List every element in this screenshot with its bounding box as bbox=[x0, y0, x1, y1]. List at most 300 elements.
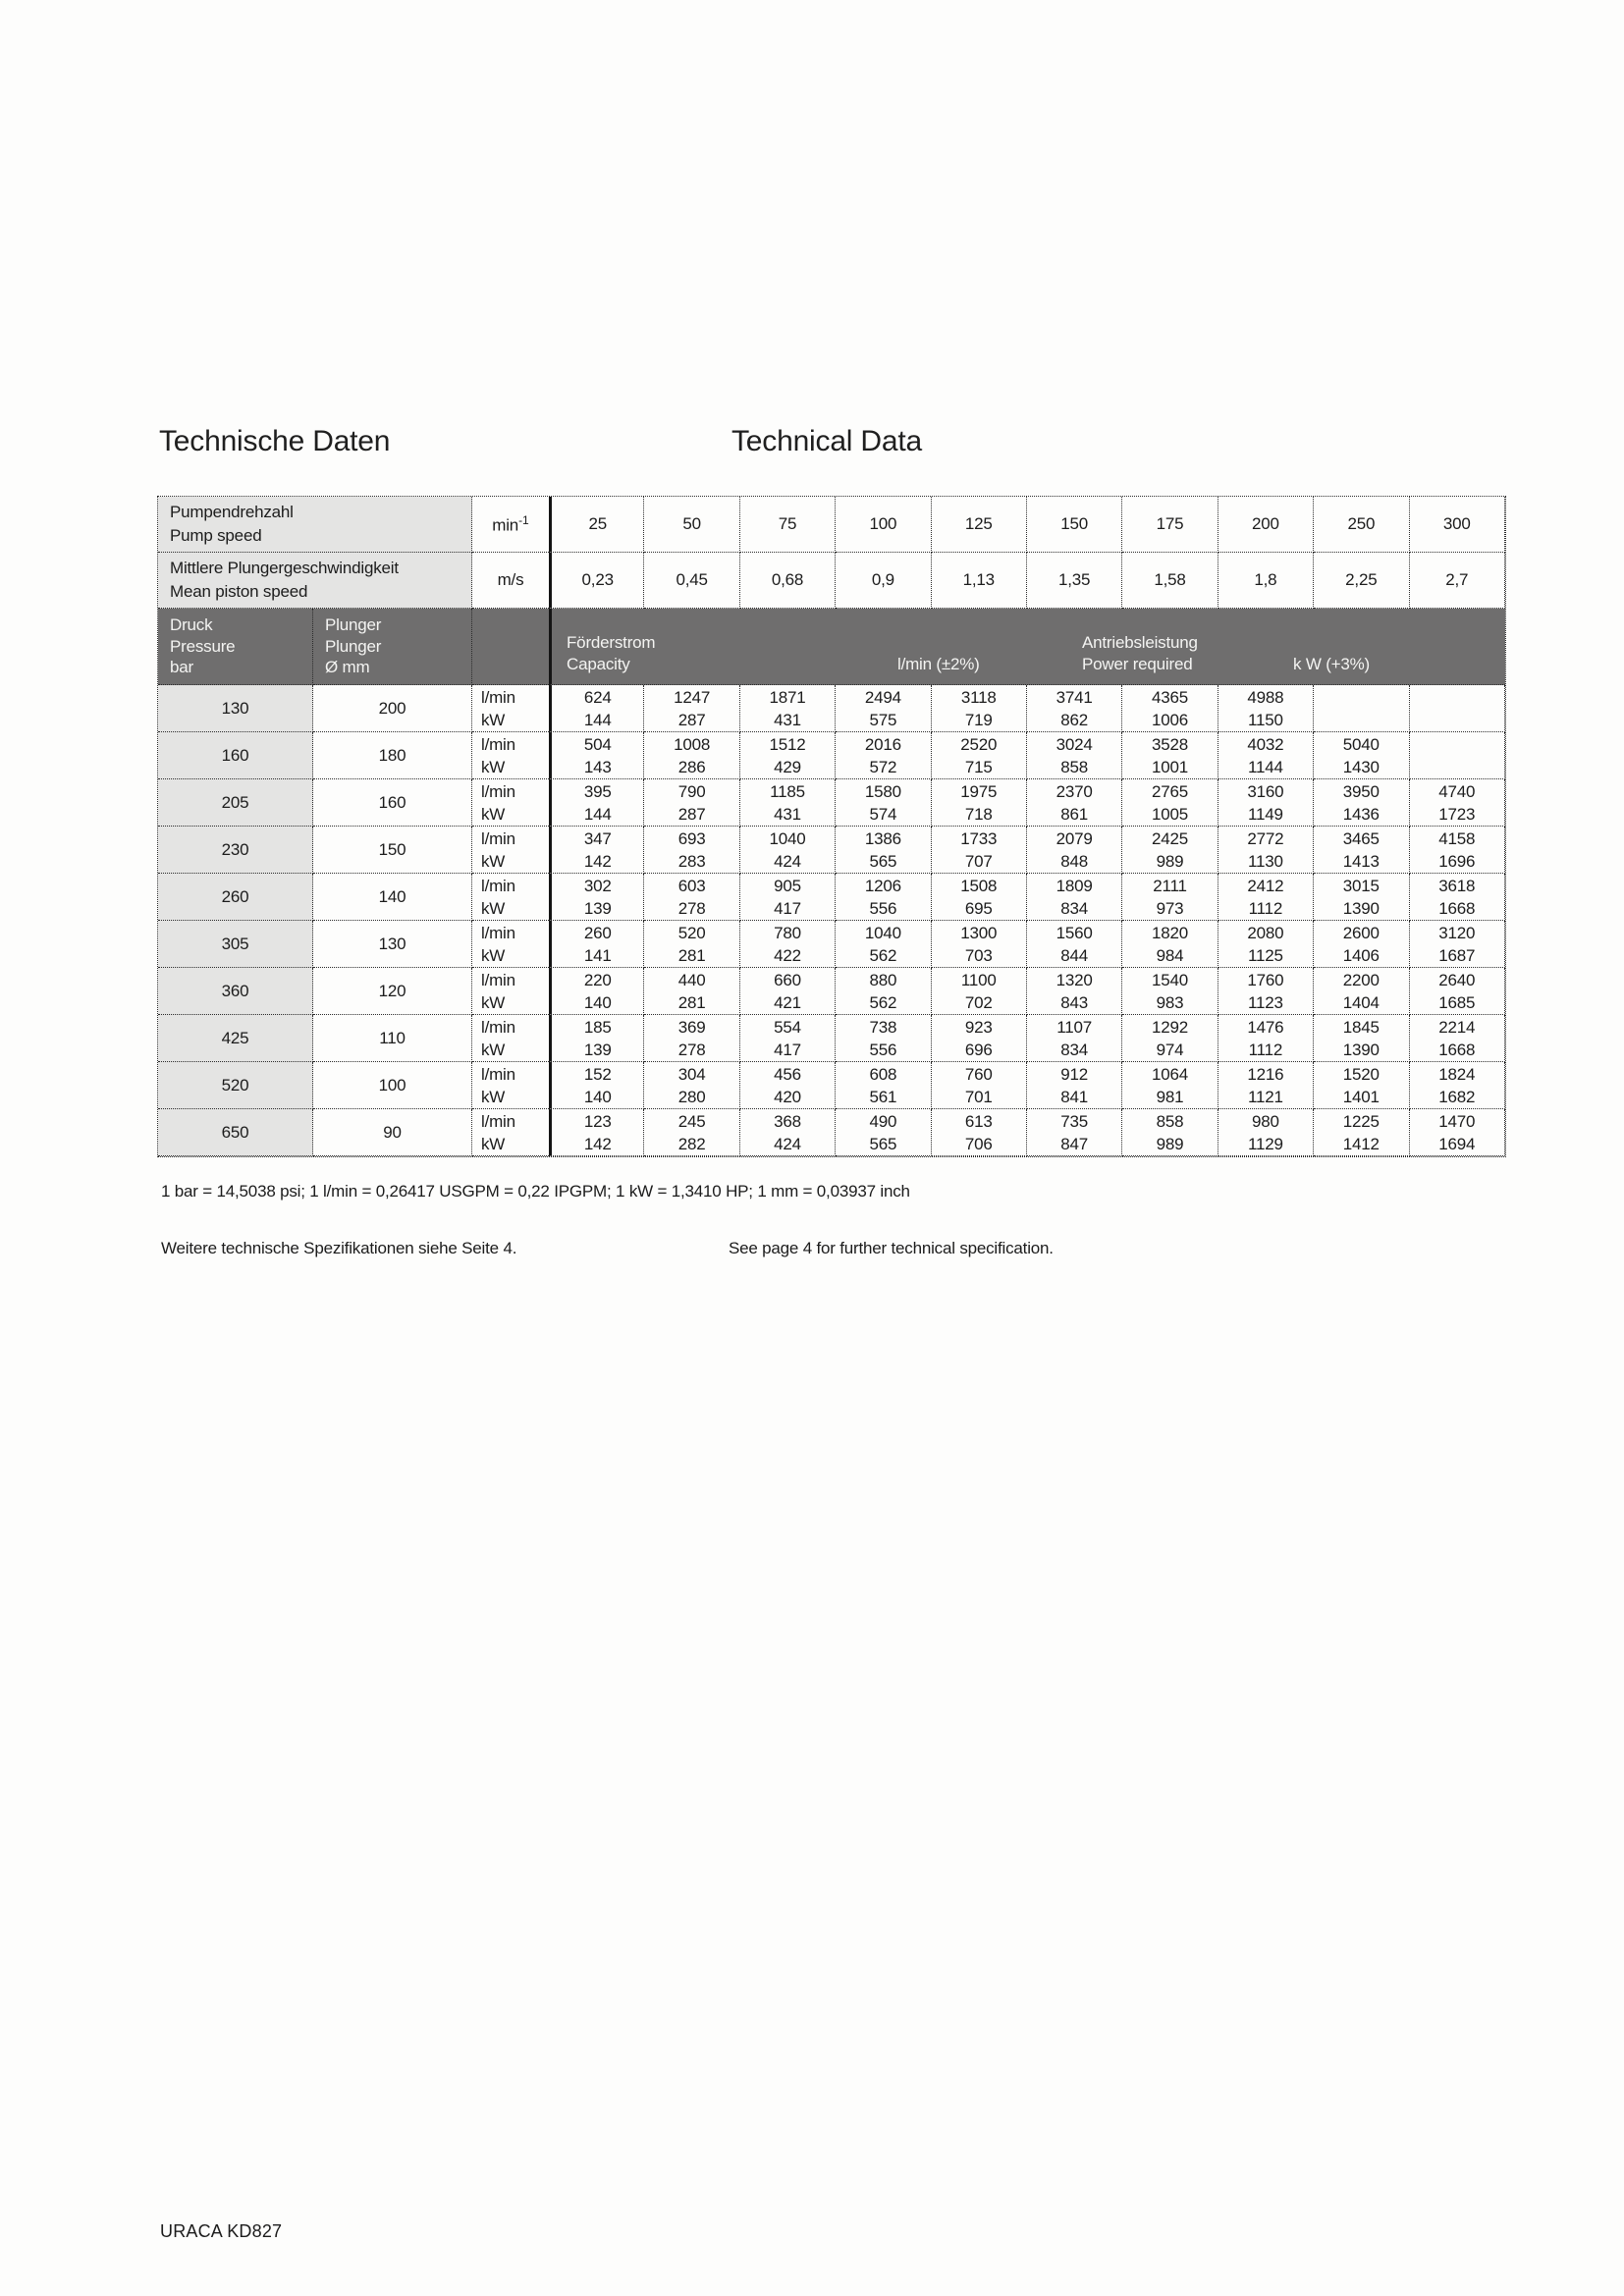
pump_speed-value-cell: 50 bbox=[644, 497, 739, 553]
power-value: 424 bbox=[774, 851, 801, 871]
power-value: 1401 bbox=[1342, 1087, 1380, 1106]
unit-kw-label: kW bbox=[481, 992, 506, 1012]
power-value: 1406 bbox=[1342, 945, 1380, 965]
data-cell bbox=[932, 732, 1027, 779]
capacity-value: 1760 bbox=[1247, 970, 1284, 989]
capacity-value: 1320 bbox=[1056, 970, 1093, 989]
capacity-value: 2765 bbox=[1152, 781, 1189, 801]
pressure-header-line: Druck bbox=[170, 615, 213, 635]
pressure-cell: 160 bbox=[158, 732, 313, 779]
power-value: 420 bbox=[774, 1087, 801, 1106]
capacity-value: 1845 bbox=[1342, 1017, 1380, 1037]
data-cell bbox=[1218, 779, 1314, 827]
data-cell bbox=[1027, 1015, 1122, 1062]
pressure-cell: 425 bbox=[158, 1015, 313, 1062]
capacity-label-de: Förderstrom bbox=[567, 633, 656, 652]
plunger-diameter-cell: 130 bbox=[313, 921, 472, 968]
capacity-value: 1300 bbox=[960, 923, 998, 942]
pump_speed-unit: min bbox=[492, 515, 519, 535]
power-value: 139 bbox=[583, 1040, 612, 1059]
plunger-header-line: Plunger bbox=[325, 615, 382, 635]
pump_speed-value-cell: 25 bbox=[549, 497, 644, 553]
piston_speed-value-cell: 1,35 bbox=[1027, 553, 1122, 609]
power-value: 1390 bbox=[1342, 1040, 1380, 1059]
power-value: 417 bbox=[774, 898, 801, 918]
power-value: 140 bbox=[583, 992, 612, 1012]
plunger-header-line: Plunger bbox=[325, 636, 382, 656]
power-value: 575 bbox=[869, 710, 897, 729]
row-unit-cell bbox=[472, 685, 549, 732]
row-unit-cell bbox=[472, 1015, 549, 1062]
data-cell bbox=[1027, 1109, 1122, 1156]
data-cell bbox=[1218, 921, 1314, 968]
data-cell bbox=[836, 732, 931, 779]
data-cell bbox=[1027, 874, 1122, 921]
power-value: 143 bbox=[583, 757, 612, 776]
power-value: 1006 bbox=[1152, 710, 1189, 729]
unit-lmin-label: l/min bbox=[481, 687, 515, 707]
capacity-value: 760 bbox=[964, 1064, 993, 1084]
data-cell bbox=[836, 968, 931, 1015]
data-cell bbox=[1410, 968, 1505, 1015]
data-cell bbox=[644, 1109, 739, 1156]
capacity-value: 1820 bbox=[1152, 923, 1189, 942]
data-cell bbox=[1218, 685, 1314, 732]
data-cell bbox=[1410, 874, 1505, 921]
capacity-value: 1809 bbox=[1056, 876, 1093, 895]
power-value: 142 bbox=[583, 851, 612, 871]
power-value: 862 bbox=[1060, 710, 1089, 729]
power-value: 278 bbox=[677, 1040, 706, 1059]
data-cell bbox=[1314, 1062, 1409, 1109]
piston_speed-value-cell: 1,13 bbox=[932, 553, 1027, 609]
capacity-value: 1185 bbox=[770, 781, 805, 801]
power-value: 282 bbox=[677, 1134, 706, 1153]
power-value: 1687 bbox=[1438, 945, 1476, 965]
data-cell bbox=[932, 921, 1027, 968]
power-value: 142 bbox=[583, 1134, 612, 1153]
power-value: 1130 bbox=[1248, 851, 1283, 871]
piston_speed-value-cell: 1,58 bbox=[1122, 553, 1218, 609]
pump_speed-value-cell: 250 bbox=[1314, 497, 1409, 553]
row-unit-cell bbox=[472, 779, 549, 827]
unit-lmin-label: l/min bbox=[481, 923, 515, 942]
plunger-diameter-cell: 100 bbox=[313, 1062, 472, 1109]
data-cell bbox=[1218, 732, 1314, 779]
pump_speed-value-cell: 150 bbox=[1027, 497, 1122, 553]
power-value: 861 bbox=[1060, 804, 1089, 824]
power-value: 848 bbox=[1060, 851, 1089, 871]
data-cell bbox=[836, 874, 931, 921]
power-value: 286 bbox=[677, 757, 706, 776]
pump_speed-label-de: Pumpendrehzahl bbox=[170, 503, 294, 521]
power-value: 278 bbox=[677, 898, 706, 918]
capacity-value: 1470 bbox=[1438, 1111, 1476, 1131]
capacity-value: 693 bbox=[677, 828, 706, 848]
power-value: 1390 bbox=[1342, 898, 1380, 918]
data-cell bbox=[836, 827, 931, 874]
capacity-value: 2016 bbox=[864, 734, 901, 754]
unit-kw-label: kW bbox=[481, 851, 506, 871]
data-cell bbox=[644, 921, 739, 968]
power-value: 1723 bbox=[1438, 804, 1476, 824]
power-value: 1668 bbox=[1438, 898, 1476, 918]
unit-lmin-label: l/min bbox=[481, 1111, 515, 1131]
power-value: 847 bbox=[1060, 1134, 1089, 1153]
data-cell bbox=[1122, 1062, 1218, 1109]
data-cell bbox=[740, 874, 836, 921]
capacity-value: 660 bbox=[774, 970, 801, 989]
data-cell bbox=[740, 1015, 836, 1062]
plunger-diameter-cell: 200 bbox=[313, 685, 472, 732]
plunger-diameter-cell: 90 bbox=[313, 1109, 472, 1156]
capacity-value: 1733 bbox=[960, 828, 998, 848]
capacity-value: 2600 bbox=[1342, 923, 1380, 942]
power-value: 1129 bbox=[1248, 1134, 1283, 1153]
pressure-cell: 130 bbox=[158, 685, 313, 732]
data-cell bbox=[1122, 1015, 1218, 1062]
data-cell bbox=[932, 1062, 1027, 1109]
power-value: 424 bbox=[774, 1134, 801, 1153]
data-cell bbox=[1027, 732, 1122, 779]
unit-kw-label: kW bbox=[481, 757, 506, 776]
power-label-de: Antriebsleistung bbox=[1082, 633, 1198, 652]
power-label-en: Power required bbox=[1082, 654, 1193, 673]
capacity-value: 1386 bbox=[864, 828, 901, 848]
technical-table bbox=[157, 496, 1506, 1157]
power-value: 283 bbox=[677, 851, 706, 871]
power-value: 287 bbox=[677, 804, 706, 824]
data-cell bbox=[644, 685, 739, 732]
data-cell bbox=[932, 968, 1027, 1015]
power-value: 1404 bbox=[1342, 992, 1380, 1012]
capacity-value: 603 bbox=[677, 876, 706, 895]
data-cell bbox=[1410, 685, 1505, 732]
data-cell bbox=[1122, 968, 1218, 1015]
power-value: 719 bbox=[964, 710, 993, 729]
data-cell bbox=[836, 779, 931, 827]
capacity-value: 2214 bbox=[1438, 1017, 1476, 1037]
pump_speed-unit-cell bbox=[472, 497, 549, 553]
capacity-value: 1040 bbox=[864, 923, 901, 942]
power-value: 858 bbox=[1060, 757, 1089, 776]
capacity-value: 735 bbox=[1060, 1111, 1089, 1131]
capacity-value: 780 bbox=[774, 923, 801, 942]
data-cell bbox=[1410, 779, 1505, 827]
capacity-value: 1975 bbox=[960, 781, 998, 801]
row-unit-cell bbox=[472, 921, 549, 968]
band-empty-unit-cell bbox=[472, 609, 549, 685]
piston_speed-value-cell: 0,9 bbox=[836, 553, 931, 609]
power-value: 834 bbox=[1060, 1040, 1089, 1059]
data-cell bbox=[549, 874, 644, 921]
capacity-value: 123 bbox=[583, 1111, 612, 1131]
power-value: 1125 bbox=[1248, 945, 1283, 965]
capacity-value: 2640 bbox=[1438, 970, 1476, 989]
row-label-pump_speed bbox=[158, 497, 472, 553]
data-cell bbox=[1314, 1015, 1409, 1062]
capacity-value: 490 bbox=[869, 1111, 897, 1131]
power-value: 695 bbox=[964, 898, 993, 918]
capacity-value: 1206 bbox=[864, 876, 901, 895]
capacity-value: 3465 bbox=[1342, 828, 1380, 848]
data-cell bbox=[1218, 968, 1314, 1015]
capacity-value: 912 bbox=[1060, 1064, 1089, 1084]
capacity-value: 1216 bbox=[1247, 1064, 1284, 1084]
data-cell bbox=[1027, 921, 1122, 968]
capacity-value: 3160 bbox=[1247, 781, 1284, 801]
capacity-value: 3618 bbox=[1438, 876, 1476, 895]
capacity-value: 1247 bbox=[674, 687, 711, 707]
power-value: 572 bbox=[869, 757, 897, 776]
data-cell bbox=[549, 1015, 644, 1062]
data-cell bbox=[1410, 1062, 1505, 1109]
data-cell bbox=[1027, 685, 1122, 732]
power-value: 973 bbox=[1156, 898, 1184, 918]
data-cell bbox=[549, 827, 644, 874]
piston_speed-value-cell: 0,68 bbox=[740, 553, 836, 609]
plunger-header-line: Ø mm bbox=[325, 658, 370, 677]
capacity-value: 440 bbox=[677, 970, 706, 989]
data-cell bbox=[1410, 1015, 1505, 1062]
capacity-value: 2412 bbox=[1247, 876, 1284, 895]
power-value: 144 bbox=[583, 804, 612, 824]
data-cell bbox=[549, 921, 644, 968]
capacity-value: 1508 bbox=[960, 876, 998, 895]
pressure-cell: 520 bbox=[158, 1062, 313, 1109]
capacity-value: 923 bbox=[964, 1017, 993, 1037]
power-value: 431 bbox=[774, 804, 801, 824]
power-value: 280 bbox=[677, 1087, 706, 1106]
data-cell bbox=[1027, 779, 1122, 827]
data-cell bbox=[1314, 779, 1409, 827]
data-cell bbox=[1218, 1062, 1314, 1109]
power-value: 1412 bbox=[1342, 1134, 1380, 1153]
data-cell bbox=[549, 1109, 644, 1156]
power-value: 141 bbox=[583, 945, 612, 965]
data-cell bbox=[1122, 779, 1218, 827]
unit-lmin-label: l/min bbox=[481, 828, 515, 848]
data-cell bbox=[932, 685, 1027, 732]
power-value: 984 bbox=[1156, 945, 1184, 965]
piston_speed-label-en: Mean piston speed bbox=[170, 582, 308, 601]
power-value: 574 bbox=[869, 804, 897, 824]
data-cell bbox=[1314, 968, 1409, 1015]
pump_speed-label-en: Pump speed bbox=[170, 526, 262, 545]
capacity-value: 1225 bbox=[1342, 1111, 1380, 1131]
plunger-diameter-cell: 120 bbox=[313, 968, 472, 1015]
power-value: 417 bbox=[774, 1040, 801, 1059]
capacity-value: 2370 bbox=[1056, 781, 1093, 801]
capacity-value: 1040 bbox=[769, 828, 806, 848]
pressure-cell: 305 bbox=[158, 921, 313, 968]
capacity-value: 1580 bbox=[864, 781, 901, 801]
further-spec-note-german: Weitere technische Spezifikationen siehe Seite 4. bbox=[161, 1239, 517, 1257]
capacity-value: 2520 bbox=[960, 734, 998, 754]
capacity-value: 2079 bbox=[1056, 828, 1093, 848]
pump_speed-unit-text bbox=[492, 513, 528, 536]
capacity-value: 1520 bbox=[1342, 1064, 1380, 1084]
data-cell bbox=[740, 1109, 836, 1156]
pump_speed-unit-exponent: -1 bbox=[518, 512, 529, 527]
power-value: 562 bbox=[869, 945, 897, 965]
capacity-value: 1008 bbox=[674, 734, 711, 754]
pump_speed-value-cell: 175 bbox=[1122, 497, 1218, 553]
capacity-value: 152 bbox=[583, 1064, 612, 1084]
row-unit-cell bbox=[472, 874, 549, 921]
pressure-cell: 360 bbox=[158, 968, 313, 1015]
power-value: 140 bbox=[583, 1087, 612, 1106]
power-value: 701 bbox=[964, 1087, 993, 1106]
power-value: 556 bbox=[869, 898, 897, 918]
data-cell bbox=[1218, 874, 1314, 921]
piston_speed-unit-text bbox=[498, 570, 524, 590]
band-plunger-header bbox=[313, 609, 472, 685]
capacity-value: 520 bbox=[677, 923, 706, 942]
power-value: 1436 bbox=[1342, 804, 1380, 824]
capacity-value: 1107 bbox=[1056, 1017, 1093, 1037]
row-unit-cell bbox=[472, 968, 549, 1015]
data-cell bbox=[549, 732, 644, 779]
unit-conversion-note: 1 bar = 14,5038 psi; 1 l/min = 0,26417 USGPM = 0,22 IPGPM; 1 kW = 1,3410 HP; 1 mm = 0,03937 inch bbox=[161, 1182, 910, 1201]
capacity-value: 1540 bbox=[1152, 970, 1189, 989]
piston_speed-value-cell: 0,23 bbox=[549, 553, 644, 609]
data-cell bbox=[836, 921, 931, 968]
data-cell bbox=[740, 1062, 836, 1109]
power-value: 841 bbox=[1060, 1087, 1089, 1106]
capacity-value: 1824 bbox=[1438, 1064, 1476, 1084]
unit-lmin-label: l/min bbox=[481, 876, 515, 895]
document-id: URACA KD827 bbox=[160, 2221, 283, 2241]
power-value: 702 bbox=[964, 992, 993, 1012]
power-value: 287 bbox=[677, 710, 706, 729]
pressure-header-line: Pressure bbox=[170, 636, 236, 656]
capacity-value: 4365 bbox=[1152, 687, 1189, 707]
row-unit-cell bbox=[472, 1109, 549, 1156]
capacity-value: 1100 bbox=[960, 970, 997, 989]
data-cell bbox=[932, 779, 1027, 827]
capacity-value: 858 bbox=[1156, 1111, 1184, 1131]
data-cell bbox=[1027, 968, 1122, 1015]
data-cell bbox=[932, 827, 1027, 874]
capacity-value: 368 bbox=[774, 1111, 801, 1131]
capacity-value: 3528 bbox=[1152, 734, 1189, 754]
capacity-value: 2494 bbox=[864, 687, 901, 707]
capacity-value: 347 bbox=[583, 828, 612, 848]
capacity-value: 1476 bbox=[1247, 1017, 1284, 1037]
power-value: 422 bbox=[774, 945, 801, 965]
row-unit-cell bbox=[472, 827, 549, 874]
capacity-value: 624 bbox=[583, 687, 612, 707]
power-value: 144 bbox=[583, 710, 612, 729]
further-spec-note-english: See page 4 for further technical specification. bbox=[729, 1239, 1054, 1257]
power-value: 1682 bbox=[1438, 1087, 1476, 1106]
pressure-header-line: bar bbox=[170, 658, 193, 677]
power-value: 565 bbox=[869, 1134, 897, 1153]
piston_speed-value-cell: 0,45 bbox=[644, 553, 739, 609]
capacity-value: 3118 bbox=[960, 687, 997, 707]
data-cell bbox=[644, 968, 739, 1015]
capacity-value: 4740 bbox=[1438, 781, 1476, 801]
data-cell bbox=[1410, 1109, 1505, 1156]
unit-lmin-label: l/min bbox=[481, 1017, 515, 1037]
power-value: 983 bbox=[1156, 992, 1184, 1012]
data-cell bbox=[1218, 827, 1314, 874]
capacity-value: 3120 bbox=[1438, 923, 1476, 942]
plunger-diameter-cell: 160 bbox=[313, 779, 472, 827]
capacity-value: 2200 bbox=[1342, 970, 1380, 989]
power-value: 565 bbox=[869, 851, 897, 871]
data-cell bbox=[836, 685, 931, 732]
power-value: 703 bbox=[964, 945, 993, 965]
power-value: 1123 bbox=[1248, 992, 1283, 1012]
capacity-value: 608 bbox=[869, 1064, 897, 1084]
unit-kw-label: kW bbox=[481, 1087, 506, 1106]
data-cell bbox=[740, 827, 836, 874]
data-cell bbox=[1122, 874, 1218, 921]
power-value: 431 bbox=[774, 710, 801, 729]
capacity-value: 790 bbox=[677, 781, 706, 801]
unit-kw-label: kW bbox=[481, 1040, 506, 1059]
capacity-value: 613 bbox=[964, 1111, 993, 1131]
data-cell bbox=[549, 779, 644, 827]
capacity-value: 4158 bbox=[1438, 828, 1476, 848]
unit-kw-label: kW bbox=[481, 1134, 506, 1153]
capacity-value: 369 bbox=[677, 1017, 706, 1037]
power-value: 981 bbox=[1156, 1087, 1184, 1106]
band-pressure-header bbox=[158, 609, 313, 685]
capacity-value: 554 bbox=[774, 1017, 801, 1037]
power-value: 281 bbox=[677, 945, 706, 965]
data-cell bbox=[740, 732, 836, 779]
capacity-value: 4988 bbox=[1247, 687, 1284, 707]
capacity-value: 304 bbox=[677, 1064, 706, 1084]
capacity-value: 2772 bbox=[1247, 828, 1284, 848]
capacity-header bbox=[567, 632, 655, 674]
power-value: 834 bbox=[1060, 898, 1089, 918]
power-value: 1149 bbox=[1248, 804, 1283, 824]
power-value: 974 bbox=[1156, 1040, 1184, 1059]
power-value: 562 bbox=[869, 992, 897, 1012]
power-value: 696 bbox=[964, 1040, 993, 1059]
capacity-value: 3950 bbox=[1342, 781, 1380, 801]
data-cell bbox=[740, 685, 836, 732]
data-cell bbox=[644, 1015, 739, 1062]
capacity-value: 980 bbox=[1252, 1111, 1279, 1131]
data-cell bbox=[1410, 827, 1505, 874]
capacity-value: 1871 bbox=[769, 687, 806, 707]
data-cell bbox=[1122, 732, 1218, 779]
row-label-piston_speed bbox=[158, 553, 472, 609]
data-cell bbox=[1410, 921, 1505, 968]
capacity-value: 880 bbox=[869, 970, 897, 989]
pump_speed-value-cell: 300 bbox=[1410, 497, 1505, 553]
piston_speed-unit: m/s bbox=[497, 570, 524, 589]
pump_speed-value-cell: 200 bbox=[1218, 497, 1314, 553]
data-cell bbox=[1314, 732, 1409, 779]
power-value: 1696 bbox=[1438, 851, 1476, 871]
power-value: 1685 bbox=[1438, 992, 1476, 1012]
capacity-value: 2080 bbox=[1247, 923, 1284, 942]
power-value: 844 bbox=[1060, 945, 1089, 965]
data-cell bbox=[1218, 1015, 1314, 1062]
power-value: 718 bbox=[964, 804, 993, 824]
unit-kw-label: kW bbox=[481, 898, 506, 918]
capacity-value: 504 bbox=[583, 734, 612, 754]
data-cell bbox=[1122, 685, 1218, 732]
unit-kw-label: kW bbox=[481, 945, 506, 965]
data-cell bbox=[1218, 1109, 1314, 1156]
